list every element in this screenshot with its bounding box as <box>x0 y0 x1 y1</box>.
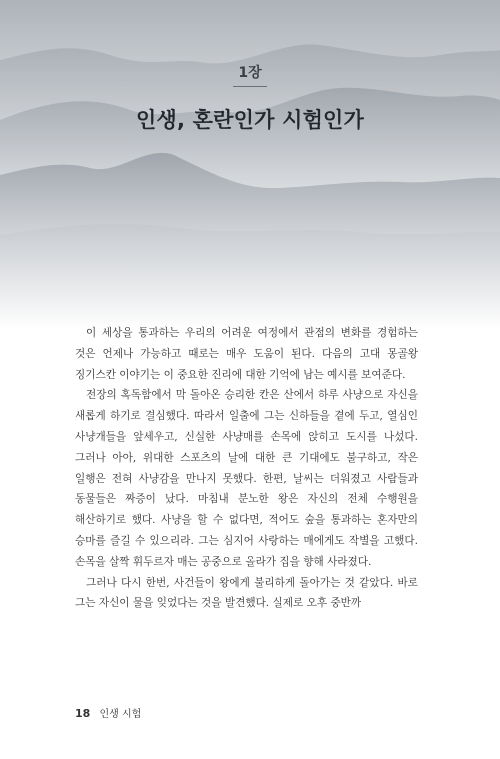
running-title: 인생 시험 <box>99 709 142 720</box>
paragraph: 그러나 다시 한번, 사건들이 왕에게 불리하게 돌아가는 것 같았다. 바로 그는 자신이 물을 잊었다는 것을 발견했다. 실제로 오후 중반까 <box>75 576 418 610</box>
body-text <box>75 323 418 614</box>
page-number: 18 <box>75 707 91 720</box>
chapter-label: 1장 <box>238 65 262 81</box>
page-footer <box>75 705 141 720</box>
mountain-header-illustration <box>0 0 500 330</box>
paragraph: 전장의 혹독함에서 막 돌아온 승리한 칸은 산에서 하루 사냥으로 자신을 새롭게 하기로 결심했다. 따라서 일출에 그는 신하들을 곁에 두고, 열심인 사냥개들을 앞세우고, 신실한 사냥매를 손목에 앉히고 도시를 나섰다. 그러나 아아, 위대한 스포츠의 날에 대한 큰 기대에도 불구하고, 작은 일행은 전혀 사냥감을 만나지 못했다. 한편, 날씨는 더워졌고 사람들과 동물들은 짜증이 났다. 마침내 분노한 왕은 자신의 전체 수행원을 해산하기로 했다. 사냥을 할 수 없다면, 적어도 숲을 통과하는 혼자만의 승마를 즐길 수 있으리라. 그는 심지어 사랑하는 매에게도 작별을 고했다. 손목을 살짝 휘두르자 매는 공중으로 올라가 집을 향해 사라졌다. <box>75 389 418 568</box>
chapter-divider <box>233 86 267 87</box>
paragraph: 이 세상을 통과하는 우리의 어려운 여정에서 관점의 변화를 경험하는 것은 언제나 가능하고 때로는 매우 도움이 된다. 다음의 고대 몽골왕 징기스칸 이야기는 이 중요한 진리에 대한 기억에 남는 예시를 보여준다. <box>75 327 418 381</box>
chapter-title: 인생, 혼란인가 시험인가 <box>135 108 365 132</box>
